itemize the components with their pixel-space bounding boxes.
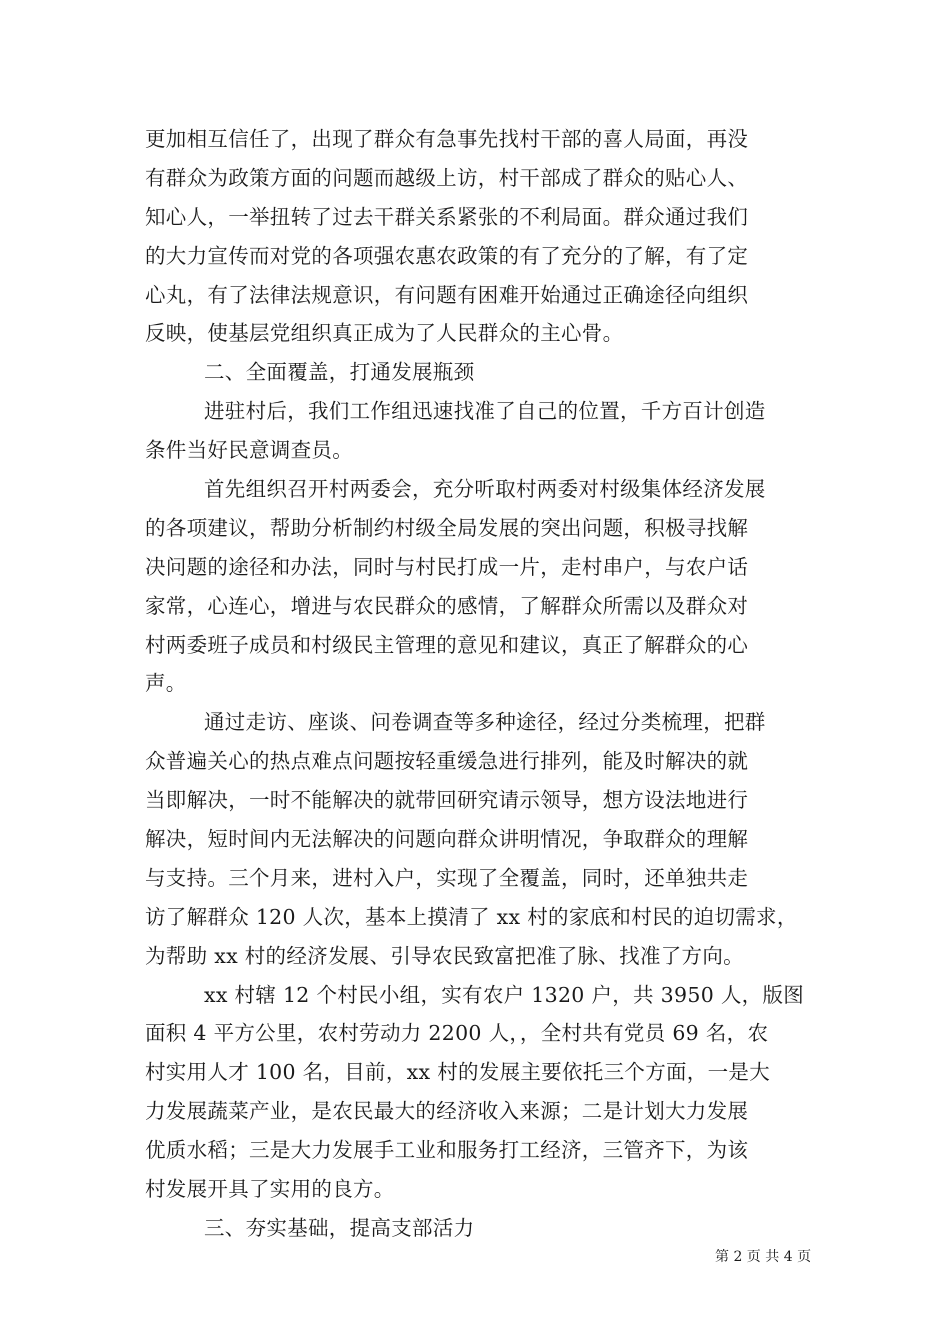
text-line: 首先组织召开村两委会，充分听取村两委对村级集体经济发展 bbox=[204, 477, 766, 502]
text-line: 心丸，有了法律法规意识，有问题有困难开始通过正确途径向组织 bbox=[145, 282, 749, 307]
document-body bbox=[145, 120, 805, 1248]
text-line: 解决，短时间内无法解决的问题向群众讲明情况，争取群众的理解 bbox=[145, 827, 749, 852]
section-heading: 三、夯实基础，提高支部活力 bbox=[204, 1215, 475, 1240]
text-line: xx 村辖 12 个村民小组，实有农户 1320 户，共 3950 人，版图 bbox=[204, 982, 805, 1007]
text-line: 村实用人才 100 名，目前，xx 村的发展主要依托三个方面，一是大 bbox=[145, 1060, 770, 1085]
text-line: 的大力宣传而对党的各项强农惠农政策的有了充分的了解，有了定 bbox=[145, 243, 749, 268]
text-line: 条件当好民意调查员。 bbox=[145, 438, 353, 463]
text-line: 进驻村后，我们工作组迅速找准了自己的位置，千方百计创造 bbox=[204, 399, 766, 424]
section-heading: 二、全面覆盖，打通发展瓶颈 bbox=[204, 360, 475, 385]
text-line: 声。 bbox=[145, 671, 187, 696]
text-line: 访了解群众 120 人次，基本上摸清了 xx 村的家底和村民的迫切需求， bbox=[145, 904, 798, 929]
text-line: 力发展蔬菜产业，是农民最大的经济收入来源；二是计划大力发展 bbox=[145, 1099, 749, 1124]
text-line: 村发展开具了实用的良方。 bbox=[145, 1177, 395, 1202]
text-line: 优质水稻；三是大力发展手工业和服务打工经济，三管齐下，为该 bbox=[145, 1138, 749, 1163]
text-line: 决问题的途径和办法，同时与村民打成一片，走村串户，与农户话 bbox=[145, 554, 749, 579]
text-line: 村两委班子成员和村级民主管理的意见和建议，真正了解群众的心 bbox=[145, 632, 749, 657]
text-line: 与支持。三个月来，进村入户，实现了全覆盖，同时，还单独共走 bbox=[145, 865, 749, 890]
text-line: 通过走访、座谈、问卷调查等多种途径，经过分类梳理，把群 bbox=[204, 710, 766, 735]
text-line: 为帮助 xx 村的经济发展、引导农民致富把准了脉、找准了方向。 bbox=[145, 943, 744, 968]
text-line: 面积 4 平方公里，农村劳动力 2200 人，，全村共有党员 69 名，农 bbox=[145, 1021, 769, 1046]
text-line: 有群众为政策方面的问题而越级上访，村干部成了群众的贴心人、 bbox=[145, 165, 749, 190]
text-line: 更加相互信任了，出现了群众有急事先找村干部的喜人局面，再没 bbox=[145, 127, 749, 151]
text-line: 众普遍关心的热点难点问题按轻重缓急进行排列，能及时解决的就 bbox=[145, 749, 749, 774]
text-line: 的各项建议，帮助分析制约村级全局发展的突出问题，积极寻找解 bbox=[145, 515, 749, 540]
text-line: 反映，使基层党组织真正成为了人民群众的主心骨。 bbox=[145, 321, 624, 346]
text-line: 家常，心连心，增进与农民群众的感情，了解群众所需以及群众对 bbox=[145, 593, 749, 618]
text-line: 当即解决，一时不能解决的就带回研究请示领导，想方设法地进行 bbox=[145, 788, 749, 813]
text-line: 知心人，一举扭转了过去干群关系紧张的不利局面。群众通过我们 bbox=[145, 204, 749, 229]
page-number: 第 2 页 共 4 页 bbox=[715, 1249, 812, 1265]
